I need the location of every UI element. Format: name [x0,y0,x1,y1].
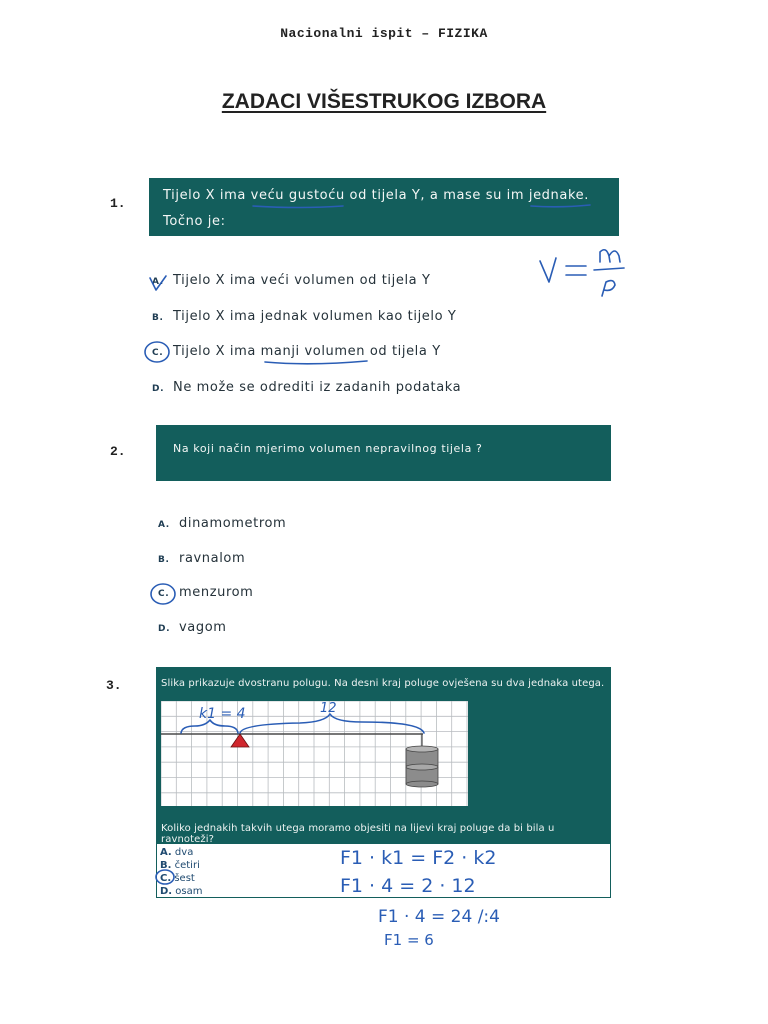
question-3-option-c[interactable]: C. šest [160,873,195,884]
question-2-option-d[interactable]: D. vagom [158,620,227,635]
question-3-option-b[interactable]: B. četiri [160,860,200,871]
annotation-eq3: F1 · 4 = 24 /:4 [378,907,500,927]
annotation-k1: k1 = 4 [199,706,246,722]
question-3-option-a[interactable]: A. dva [160,847,194,858]
page-header: Nacionalni ispit – FIZIKA [280,26,488,41]
page-title: ZADACI VIŠESTRUKOG IZBORA [221,90,547,113]
question-3-option-d[interactable]: D. osam [160,886,203,897]
annotation-eq1: F1 · k1 = F2 · k2 [340,847,497,869]
brace-k2 [240,714,424,733]
question-3-text-bottom: Koliko jednakih takvih utega moramo objesiti na lijevi kraj poluge da bi bila u ravnoteži? [161,823,555,845]
question-1-option-c[interactable]: C. Tijelo X ima manji volumen od tijela Y [152,344,441,359]
annotation-eq4: F1 = 6 [384,931,434,949]
question-2-number: 2. [110,444,126,459]
question-2-option-c[interactable]: C. menzurom [158,585,254,600]
question-3-text-top: Slika prikazuje dvostranu polugu. Na desni kraj poluge ovješena su dva jednaka utega. [161,678,605,689]
question-3-number: 3. [106,678,122,693]
annotation-k2: 12 [320,701,337,716]
question-1-text-line2: Točno je: [163,214,226,229]
question-1-text-line1: Tijelo X ima veću gustoću od tijela Y, a mase su im jednake. [163,188,589,203]
question-2-option-b[interactable]: B. ravnalom [158,551,246,566]
question-1-number: 1. [110,196,126,211]
question-1-option-b[interactable]: B. Tijelo X ima jednak volumen kao tijelo Y [152,309,457,324]
question-2-option-a[interactable]: A. dinamometrom [158,516,287,531]
question-2-text: Na koji način mjerimo volumen nepravilnog tijela ? [173,442,483,455]
annotation-eq2: F1 · 4 = 2 · 12 [340,875,476,897]
question-1-option-d[interactable]: D. Ne može se odrediti iz zadanih podataka [152,380,462,395]
question-1-option-a[interactable]: A. Tijelo X ima veći volumen od tijela Y [152,273,431,288]
circle-q3-option-c [156,870,174,884]
